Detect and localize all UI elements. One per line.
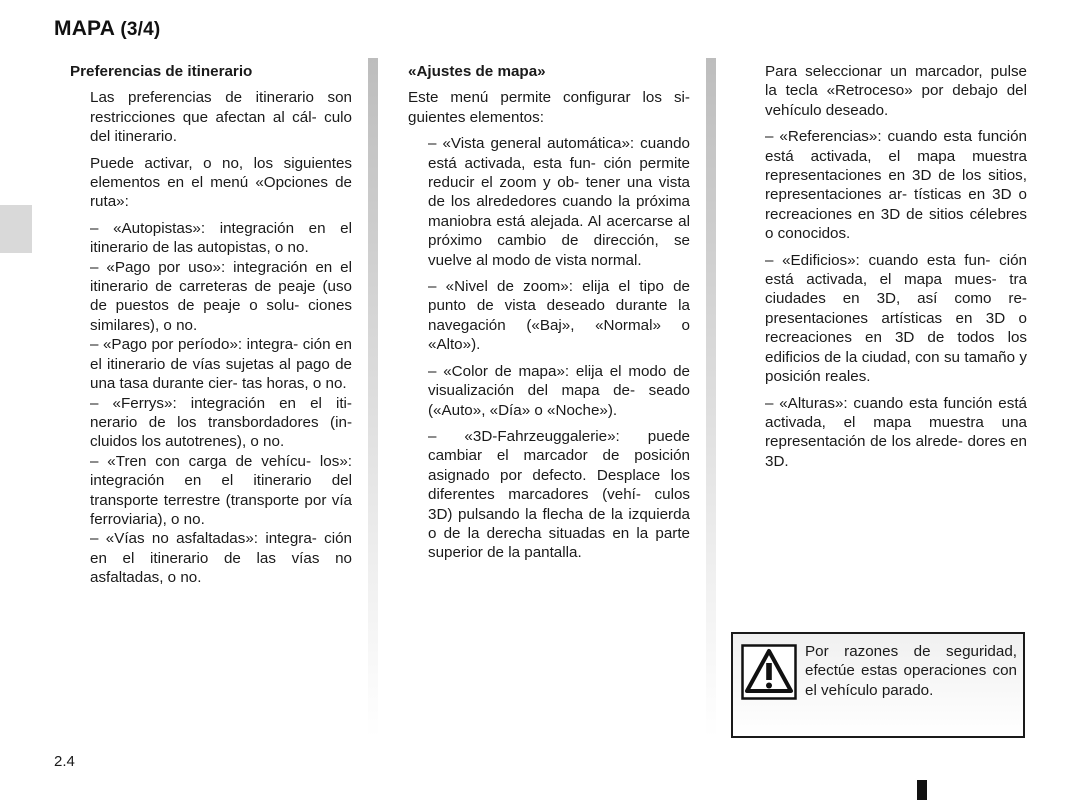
- title-main: MAPA: [54, 17, 115, 40]
- page-title: [54, 17, 160, 41]
- list-item: – «Vista general automática»: cuando está activada, esta fun- ción permite reducir el zoom y ob- tener una vista de los alrededores cuando la próxima maniobra está alejada. Al acercarse al próximo cambio de dirección, se vuelve al modo de vista normal.: [428, 135, 690, 269]
- column-map-settings: [408, 62, 690, 570]
- paragraph: Este menú permite configurar los si- guientes elementos:: [408, 89, 690, 126]
- list-item: – «Color de mapa»: elija el modo de visualización del mapa de- seado («Auto», «Día» o «Noche»).: [428, 362, 690, 419]
- column-divider: [368, 58, 378, 738]
- list-item: – «3D-Fahrzeuggalerie»: puede cambiar el marcador de posición asignado por defecto. Desplace los diferentes marcadores (vehí- culos 3D) pulsando la flecha de la izquierda o de la derecha situadas en la parte superior de la pantalla.: [428, 427, 690, 562]
- warning-triangle-icon: [741, 644, 797, 700]
- list-item: – «Autopistas»: integración en el itinerario de las autopistas, o no.: [90, 219, 352, 257]
- col1-body: [70, 88, 352, 587]
- column-map-settings-continued: [765, 62, 1027, 478]
- list-item: – «Ferrys»: integración en el iti- nerario de los transbordadores (in- cluidos los autotrenes), o no.: [90, 394, 352, 451]
- list-item: – «Pago por período»: integra- ción en el itinerario de vías sujetas al pago de una tasa durante cier- tas horas, o no.: [90, 336, 352, 393]
- col2-list: [408, 134, 690, 563]
- list-item: – «Alturas»: cuando esta función está activada, el mapa muestra una representación de los alrede- dores en 3D.: [765, 394, 1027, 470]
- list-item: – «Nivel de zoom»: elija el tipo de punto de vista deseado durante la navegación («Baj», «Normal» o «Alto»).: [428, 278, 690, 354]
- list-item: – «Edificios»: cuando esta fun- ción está activada, el mapa mues- tra ciudades en 3D, así como re- presentaciones artísticas en 3D o recreaciones en 3D de todos los edificios de la ciudad, con su tamaño y posición reales.: [765, 251, 1027, 386]
- list-item: – «Tren con carga de vehícu- los»: integración en el itinerario del transporte terrestre (transporte por vía ferroviaria), o no.: [90, 452, 352, 528]
- safety-warning-box: [731, 632, 1025, 738]
- title-subtitle: (3/4): [120, 19, 161, 40]
- paragraph: Para seleccionar un marcador, pulse la tecla «Retroceso» por debajo del vehículo deseado.: [765, 63, 1027, 119]
- paragraph: Las preferencias de itinerario son restricciones que afectan al cál- culo del itinerario.: [90, 89, 352, 146]
- section-heading: «Ajustes de mapa»: [408, 63, 546, 80]
- list-item: – «Referencias»: cuando esta función está activada, el mapa muestra representaciones en 3D de los sitios, representaciones ar- tísticas en 3D o recreaciones en 3D de sitios célebres o conocidos.: [765, 128, 1027, 243]
- section-heading: Preferencias de itinerario: [70, 63, 253, 80]
- page-number: 2.4: [54, 753, 75, 770]
- list-item: – «Pago por uso»: integración en el itinerario de carreteras de peaje (uso de puestos de peaje o solu- ciones similares), o no.: [90, 258, 352, 334]
- page-marker: [917, 780, 927, 800]
- column-divider: [706, 58, 716, 738]
- list-item: – «Vías no asfaltadas»: integra- ción en el itinerario de las vías no asfaltadas, o no.: [90, 530, 352, 587]
- column-route-preferences: [70, 62, 352, 588]
- section-tab: [0, 205, 32, 253]
- paragraph: Puede activar, o no, los siguientes elementos en el menú «Opciones de ruta»:: [90, 154, 352, 211]
- warning-text: Por razones de seguridad, efectúe estas operaciones con el vehículo parado.: [805, 643, 1017, 699]
